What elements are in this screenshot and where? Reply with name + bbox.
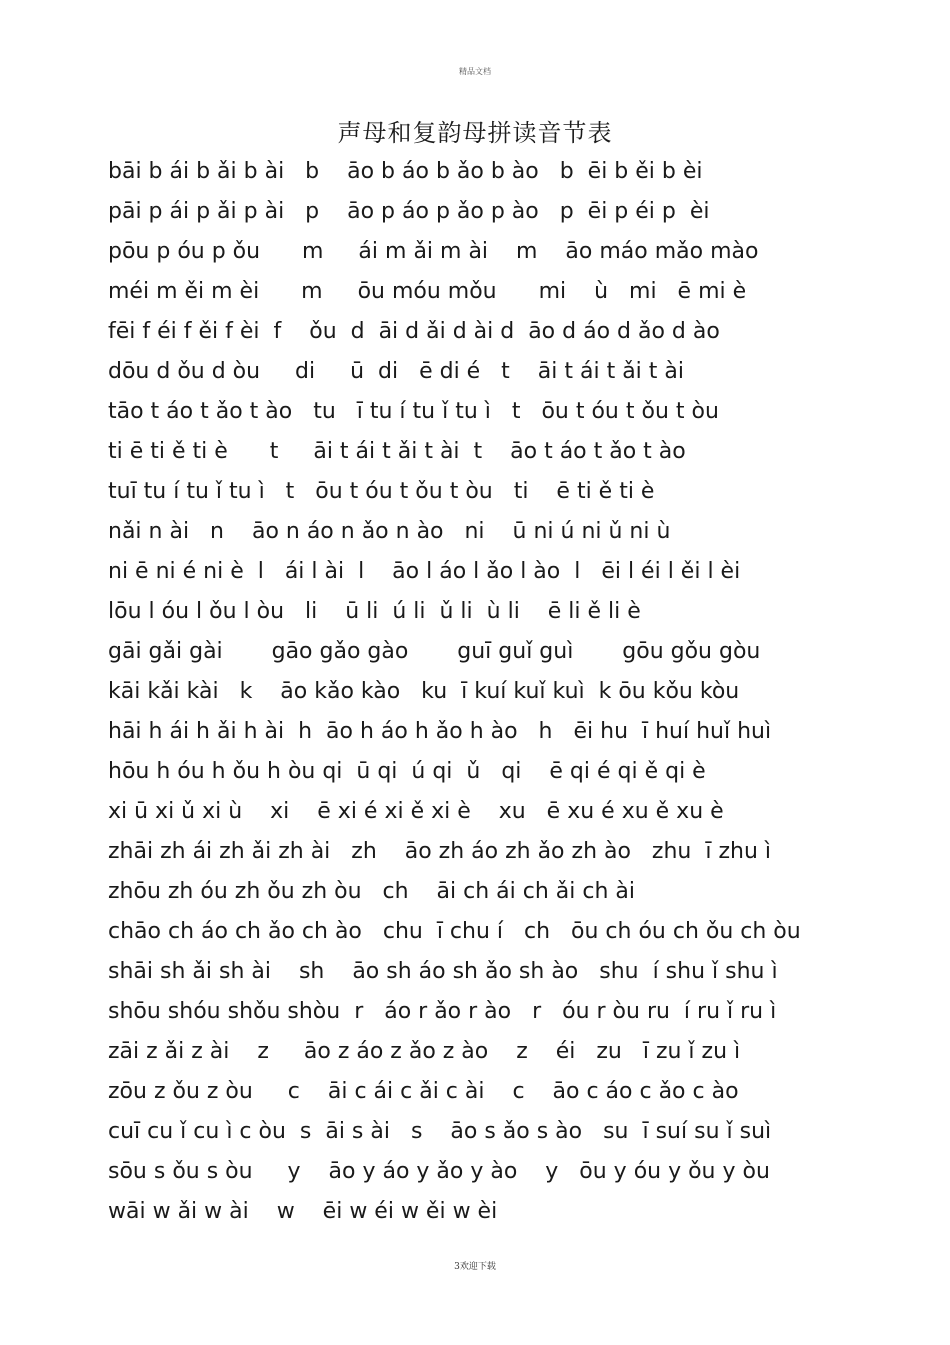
syllable-line: shāi sh ǎi sh ài sh āo sh áo sh ǎo sh ào shu í shu ǐ shu ì xyxy=(108,959,778,984)
syllable-line: pāi p ái p ǎi p ài p āo p áo p ǎo p ào p ēi p éi p èi xyxy=(108,199,710,224)
syllable-line: méi m ěi m èi m ōu móu mǒu mi ù mi ē mi è xyxy=(108,279,747,304)
syllable-line: lōu l óu l ǒu l òu li ū li ú li ǔ li ù li ē li ě li è xyxy=(108,599,641,624)
syllable-line: xi ū xi ǔ xi ù xi ē xi é xi ě xi è xu ē xu é xu ě xu è xyxy=(108,799,724,824)
syllable-line: pōu p óu p ǒu m ái m ǎi m ài m āo máo mǎo mào xyxy=(108,239,759,264)
syllable-line: fēi f éi f ěi f èi f ǒu d āi d ǎi d ài d āo d áo d ǎo d ào xyxy=(108,319,720,344)
syllable-line: sōu s ǒu s òu y āo y áo y ǎo y ào y ōu y óu y ǒu y òu xyxy=(108,1159,770,1184)
syllable-line: ni ē ni é ni è l ái l ài l āo l áo l ǎo l ào l ēi l éi l ěi l èi xyxy=(108,559,741,584)
syllable-line: ti ē ti ě ti è t āi t ái t ǎi t ài t āo t áo t ǎo t ào xyxy=(108,439,686,464)
syllable-line: wāi w ǎi w ài w ēi w éi w ěi w èi xyxy=(108,1199,498,1224)
syllable-line: hāi h ái h ǎi h ài h āo h áo h ǎo h ào h ēi hu ī huí huǐ huì xyxy=(108,719,772,744)
syllable-line: zāi z ǎi z ài z āo z áo z ǎo z ào z éi zu ī zu ǐ zu ì xyxy=(108,1039,741,1064)
syllable-line: zhāi zh ái zh ǎi zh ài zh āo zh áo zh ǎo zh ào zhu ī zhu ì xyxy=(108,839,771,864)
syllable-line: hōu h óu h ǒu h òu qi ū qi ú qi ǔ qi ē qi é qi ě qi è xyxy=(108,759,706,784)
syllable-table xyxy=(108,152,888,1232)
syllable-line: nǎi n ài n āo n áo n ǎo n ào ni ū ni ú ni ǔ ni ù xyxy=(108,519,671,544)
syllable-line: tāo t áo t ǎo t ào tu ī tu í tu ǐ tu ì t ōu t óu t ǒu t òu xyxy=(108,399,719,424)
syllable-line: kāi kǎi kài k āo kǎo kào ku ī kuí kuǐ kuì k ōu kǒu kòu xyxy=(108,679,740,704)
syllable-line: bāi b ái b ǎi b ài b āo b áo b ǎo b ào b ēi b ěi b èi xyxy=(108,159,703,184)
page-title: 声母和复韵母拼读音节表 xyxy=(337,119,613,147)
syllable-line: zhōu zh óu zh ǒu zh òu ch āi ch ái ch ǎi ch ài xyxy=(108,879,635,904)
header-note: 精品文档 xyxy=(459,67,491,76)
syllable-line: gāi gǎi gài gāo gǎo gào guī guǐ guì gōu gǒu gòu xyxy=(108,639,761,664)
syllable-line: cuī cu ǐ cu ì c òu s āi s ài s āo s ǎo s ào su ī suí su ǐ suì xyxy=(108,1119,772,1144)
syllable-line: tuī tu í tu ǐ tu ì t ōu t óu t ǒu t òu ti ē ti ě ti è xyxy=(108,479,655,504)
syllable-line: zōu z ǒu z òu c āi c ái c ǎi c ài c āo c áo c ǎo c ào xyxy=(108,1079,739,1104)
syllable-line: shōu shóu shǒu shòu r áo r ǎo r ào r óu r òu ru í ru ǐ ru ì xyxy=(108,999,777,1024)
syllable-line: dōu d ǒu d òu di ū di ē di é t āi t ái t ǎi t ài xyxy=(108,359,684,384)
footer-note: 3欢迎下载 xyxy=(454,1262,496,1272)
syllable-line: chāo ch áo ch ǎo ch ào chu ī chu í ch ōu ch óu ch ǒu ch òu xyxy=(108,919,801,944)
